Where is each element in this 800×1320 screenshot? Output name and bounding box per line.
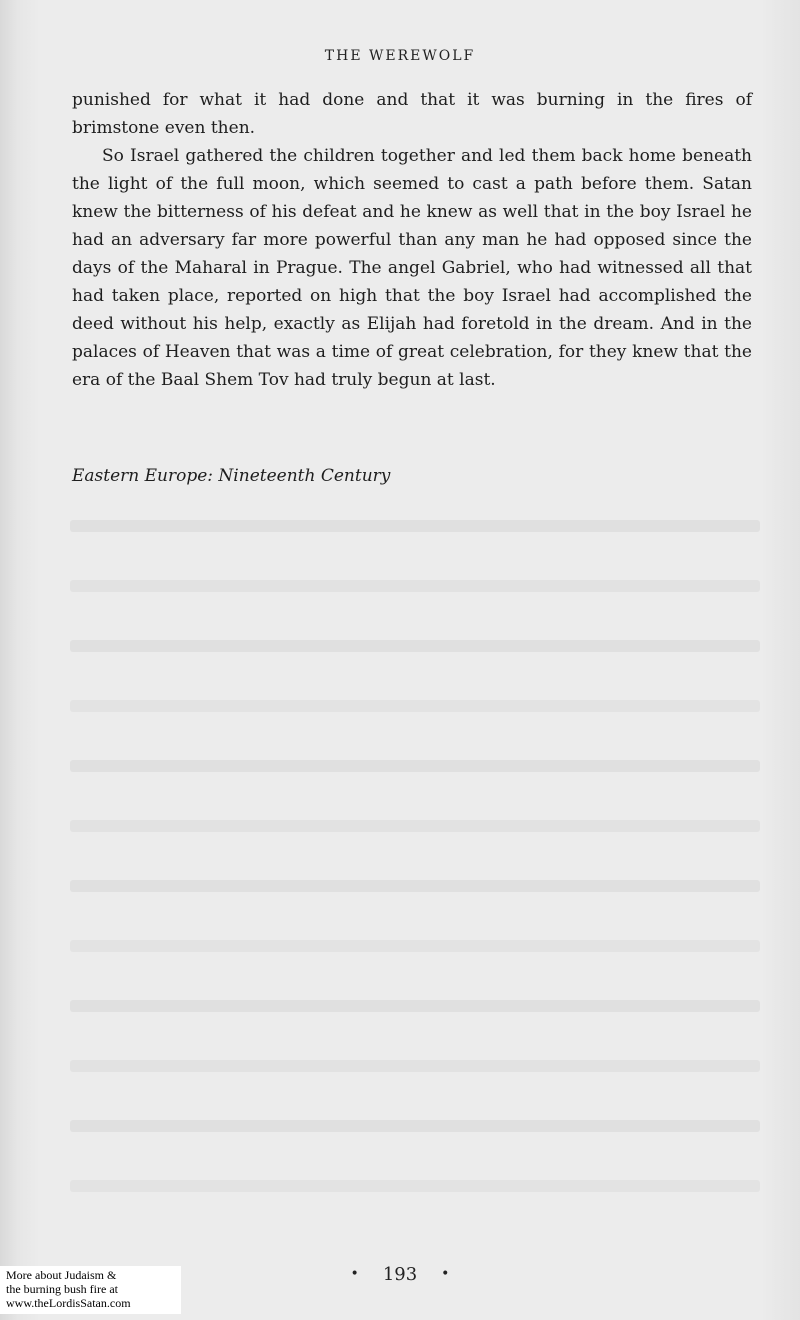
watermark-line: More about Judaism & xyxy=(6,1268,117,1282)
page-number: 193 xyxy=(382,1264,418,1285)
bleed-through-line xyxy=(70,1180,760,1192)
bleed-through-line xyxy=(70,1060,760,1072)
paragraph-continued: punished for what it had done and that it was burning in the fires of brimstone even then. xyxy=(72,90,752,138)
bleed-through-line xyxy=(70,700,760,712)
watermark-caption xyxy=(0,1266,181,1314)
bleed-through-line xyxy=(70,760,760,772)
bullet-glyph: • xyxy=(350,1266,359,1282)
running-header: THE WEREWOLF xyxy=(324,48,476,64)
bullet-glyph: • xyxy=(441,1266,450,1282)
bleed-through-line xyxy=(70,1000,760,1012)
body-text xyxy=(72,86,752,394)
bleed-through-line xyxy=(70,880,760,892)
bleed-through-line xyxy=(70,820,760,832)
watermark-url: www.theLordisSatan.com xyxy=(6,1296,131,1310)
bleed-through-line xyxy=(70,940,760,952)
bleed-through-line xyxy=(70,640,760,652)
bleed-through-line xyxy=(70,520,760,532)
bleed-through-line xyxy=(70,580,760,592)
bleed-through-line xyxy=(70,1120,760,1132)
paragraph: So Israel gathered the children together and led them back home beneath the light of the full moon, which seemed to cast a path before them. Satan knew the bitterness of his defeat and he knew as well that in the boy Israel he had an adversary far more powerful than any man he had opposed since the days of the Maharal in Prague. The angel Gabriel, who had witnessed all that had taken place, reported on high that the boy Israel had accomplished the deed without his help, exactly as Elijah had foretold in the dream. And in the palaces of Heaven that was a time of great celebration, for they knew that the era of the Baal Shem Tov had truly begun at last. xyxy=(72,146,752,390)
source-note: Eastern Europe: Nineteenth Century xyxy=(72,466,391,486)
watermark-line: the burning bush fire at xyxy=(6,1282,118,1296)
